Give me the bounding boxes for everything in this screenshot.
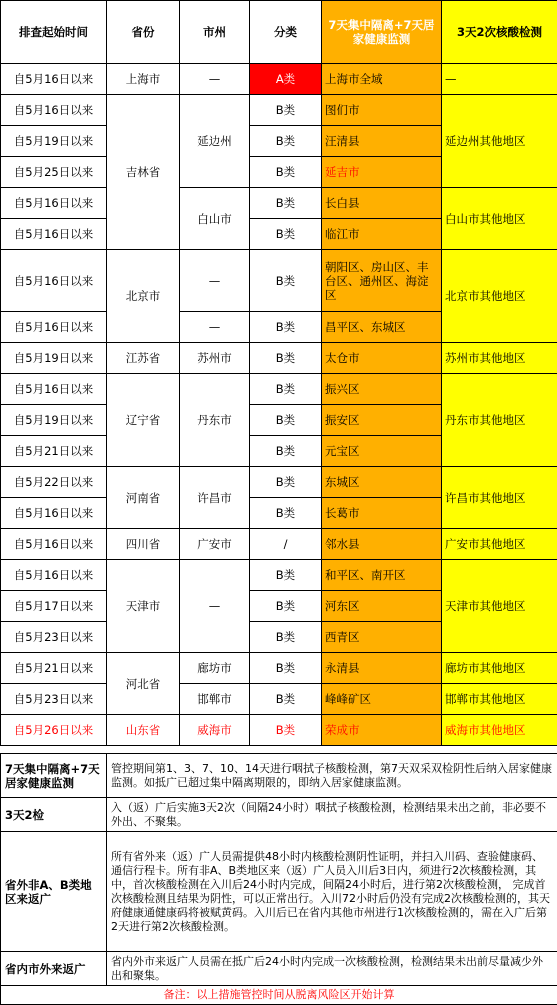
category-cell: B类 xyxy=(250,622,322,653)
city-cell: 许昌市 xyxy=(180,467,250,529)
city-cell: — xyxy=(180,64,250,95)
quarantine-area: 振安区 xyxy=(322,405,442,436)
start-date: 自5月16日以来 xyxy=(1,529,107,560)
city-cell: 白山市 xyxy=(180,188,250,250)
note-text: 省内外市来返广人员需在抵广后24小时内完成一次核酸检测，检测结果未出前尽量减少外出和聚集。 xyxy=(107,952,557,986)
start-date: 自5月17日以来 xyxy=(1,591,107,622)
header-province: 省份 xyxy=(107,1,180,64)
category-cell: B类 xyxy=(250,498,322,529)
province-cell: 天津市 xyxy=(107,560,180,653)
city-cell: 威海市 xyxy=(180,715,250,746)
quarantine-area: 峰峰矿区 xyxy=(322,684,442,715)
category-cell: B类 xyxy=(250,188,322,219)
table-row-highlight xyxy=(1,715,557,746)
start-date: 自5月16日以来 xyxy=(1,560,107,591)
start-date: 自5月16日以来 xyxy=(1,498,107,529)
quarantine-area: 长葛市 xyxy=(322,498,442,529)
test-area: 丹东市其他地区 xyxy=(442,374,557,467)
note-key: 7天集中隔离+7天居家健康监测 xyxy=(1,754,107,798)
start-date: 自5月19日以来 xyxy=(1,343,107,374)
table-row xyxy=(1,188,557,219)
start-date: 自5月16日以来 xyxy=(1,95,107,126)
table-row xyxy=(1,467,557,498)
category-cell: B类 xyxy=(250,436,322,467)
province-cell: 河北省 xyxy=(107,653,180,715)
quarantine-area: 荣成市 xyxy=(322,715,442,746)
category-cell: B类 xyxy=(250,560,322,591)
category-cell: B类 xyxy=(250,684,322,715)
province-cell: 上海市 xyxy=(107,64,180,95)
test-area: 威海市其他地区 xyxy=(442,715,557,746)
category-cell: B类 xyxy=(250,250,322,312)
city-cell: — xyxy=(180,312,250,343)
start-date: 自5月23日以来 xyxy=(1,622,107,653)
city-cell: 丹东市 xyxy=(180,374,250,467)
category-cell: B类 xyxy=(250,715,322,746)
start-date: 自5月21日以来 xyxy=(1,436,107,467)
quarantine-area: 西青区 xyxy=(322,622,442,653)
table-row xyxy=(1,653,557,684)
table-row xyxy=(1,374,557,405)
test-area: 廊坊市其他地区 xyxy=(442,653,557,684)
footer-note: 备注：以上措施管控时间从脱离风险区开始计算 xyxy=(1,986,557,1005)
header-city: 市州 xyxy=(180,1,250,64)
start-date: 自5月16日以来 xyxy=(1,250,107,312)
start-date: 自5月22日以来 xyxy=(1,467,107,498)
quarantine-area: 长白县 xyxy=(322,188,442,219)
category-cell: B类 xyxy=(250,374,322,405)
category-cell: B类 xyxy=(250,467,322,498)
table-row xyxy=(1,343,557,374)
start-date: 自5月16日以来 xyxy=(1,219,107,250)
header-quarantine: 7天集中隔离+7天居家健康监测 xyxy=(322,1,442,64)
quarantine-area: 和平区、南开区 xyxy=(322,560,442,591)
city-cell: 苏州市 xyxy=(180,343,250,374)
city-cell: — xyxy=(180,250,250,312)
start-date: 自5月21日以来 xyxy=(1,653,107,684)
header-start-time: 排查起始时间 xyxy=(1,1,107,64)
table-row xyxy=(1,529,557,560)
table-row xyxy=(1,250,557,312)
start-date: 自5月26日以来 xyxy=(1,715,107,746)
header-category: 分类 xyxy=(250,1,322,64)
start-date: 自5月19日以来 xyxy=(1,405,107,436)
table-row xyxy=(1,95,557,126)
province-cell: 江苏省 xyxy=(107,343,180,374)
test-area: 邯郸市其他地区 xyxy=(442,684,557,715)
note-row xyxy=(1,832,557,952)
test-area: — xyxy=(442,64,557,95)
table-header-row xyxy=(1,1,557,64)
note-text: 所有省外来（返）广人员需提供48小时内核酸检测阴性证明，并扫入川码、查验健康码、通信行程卡。所有非A、B类地区来（返）广人员入川后3日内，须进行2次核酸检测，其中，首次核酸检测在入川后24小时内完成，间隔24小时后，进行第2次核酸检测， 完成首次核酸检测且结果为阴性，可以正常出行。入川72小时后仍没有完成2次核酸检测的，其天府健康通健康码将被赋黄码。入川后已在省内其他市州进行1次核酸检测的，需在入广后第2天进行第2次核酸检测。 xyxy=(107,832,557,952)
category-cell: B类 xyxy=(250,95,322,126)
city-cell: 廊坊市 xyxy=(180,653,250,684)
category-cell: B类 xyxy=(250,591,322,622)
note-key: 3天2检 xyxy=(1,798,107,832)
test-area: 延边州其他地区 xyxy=(442,95,557,188)
note-key: 省内市外来返广 xyxy=(1,952,107,986)
city-cell: 邯郸市 xyxy=(180,684,250,715)
test-area: 广安市其他地区 xyxy=(442,529,557,560)
table-row xyxy=(1,684,557,715)
test-area: 天津市其他地区 xyxy=(442,560,557,653)
province-cell: 山东省 xyxy=(107,715,180,746)
province-cell: 吉林省 xyxy=(107,95,180,250)
start-date: 自5月16日以来 xyxy=(1,374,107,405)
start-date: 自5月16日以来 xyxy=(1,188,107,219)
quarantine-area: 河东区 xyxy=(322,591,442,622)
quarantine-area: 元宝区 xyxy=(322,436,442,467)
test-area: 白山市其他地区 xyxy=(442,188,557,250)
quarantine-area: 图们市 xyxy=(322,95,442,126)
test-area: 许昌市其他地区 xyxy=(442,467,557,529)
quarantine-area: 临江市 xyxy=(322,219,442,250)
header-nucleic-test: 3天2次核酸检测 xyxy=(442,1,557,64)
note-key: 省外非A、B类地区来返广 xyxy=(1,832,107,952)
note-row xyxy=(1,952,557,986)
category-cell: B类 xyxy=(250,653,322,684)
start-date: 自5月16日以来 xyxy=(1,64,107,95)
category-cell: A类 xyxy=(250,64,322,95)
quarantine-area: 太仓市 xyxy=(322,343,442,374)
table-row xyxy=(1,560,557,591)
start-date: 自5月25日以来 xyxy=(1,157,107,188)
note-text: 入（返）广后实施3天2次（间隔24小时）咽拭子核酸检测，检测结果未出之前，非必要不外出、不聚集。 xyxy=(107,798,557,832)
start-date: 自5月23日以来 xyxy=(1,684,107,715)
notes-table xyxy=(0,753,557,1005)
category-cell: B类 xyxy=(250,343,322,374)
start-date: 自5月16日以来 xyxy=(1,312,107,343)
province-cell: 辽宁省 xyxy=(107,374,180,467)
test-area: 北京市其他地区 xyxy=(442,250,557,343)
quarantine-area: 振兴区 xyxy=(322,374,442,405)
quarantine-area: 昌平区、东城区 xyxy=(322,312,442,343)
footer-row xyxy=(1,986,557,1005)
quarantine-area: 永清县 xyxy=(322,653,442,684)
table-row xyxy=(1,64,557,95)
start-date: 自5月19日以来 xyxy=(1,126,107,157)
category-cell: B类 xyxy=(250,157,322,188)
quarantine-area: 汪清县 xyxy=(322,126,442,157)
category-cell: B类 xyxy=(250,126,322,157)
test-area: 苏州市其他地区 xyxy=(442,343,557,374)
category-cell: / xyxy=(250,529,322,560)
province-cell: 北京市 xyxy=(107,250,180,343)
city-cell: 延边州 xyxy=(180,95,250,188)
province-cell: 河南省 xyxy=(107,467,180,529)
quarantine-area: 东城区 xyxy=(322,467,442,498)
quarantine-area: 邻水县 xyxy=(322,529,442,560)
category-cell: B类 xyxy=(250,219,322,250)
city-cell: — xyxy=(180,560,250,653)
quarantine-area: 朝阳区、房山区、丰台区、通州区、海淀区 xyxy=(322,250,442,312)
note-text: 管控期间第1、3、7、10、14天进行咽拭子核酸检测，第7天双采双检阴性后纳入居家健康监测。如抵广已超过集中隔离期限的，即纳入居家健康监测。 xyxy=(107,754,557,798)
category-cell: B类 xyxy=(250,312,322,343)
quarantine-area: 延吉市 xyxy=(322,157,442,188)
city-cell: 广安市 xyxy=(180,529,250,560)
category-cell: B类 xyxy=(250,405,322,436)
note-row xyxy=(1,798,557,832)
province-cell: 四川省 xyxy=(107,529,180,560)
note-row xyxy=(1,754,557,798)
quarantine-area: 上海市全域 xyxy=(322,64,442,95)
